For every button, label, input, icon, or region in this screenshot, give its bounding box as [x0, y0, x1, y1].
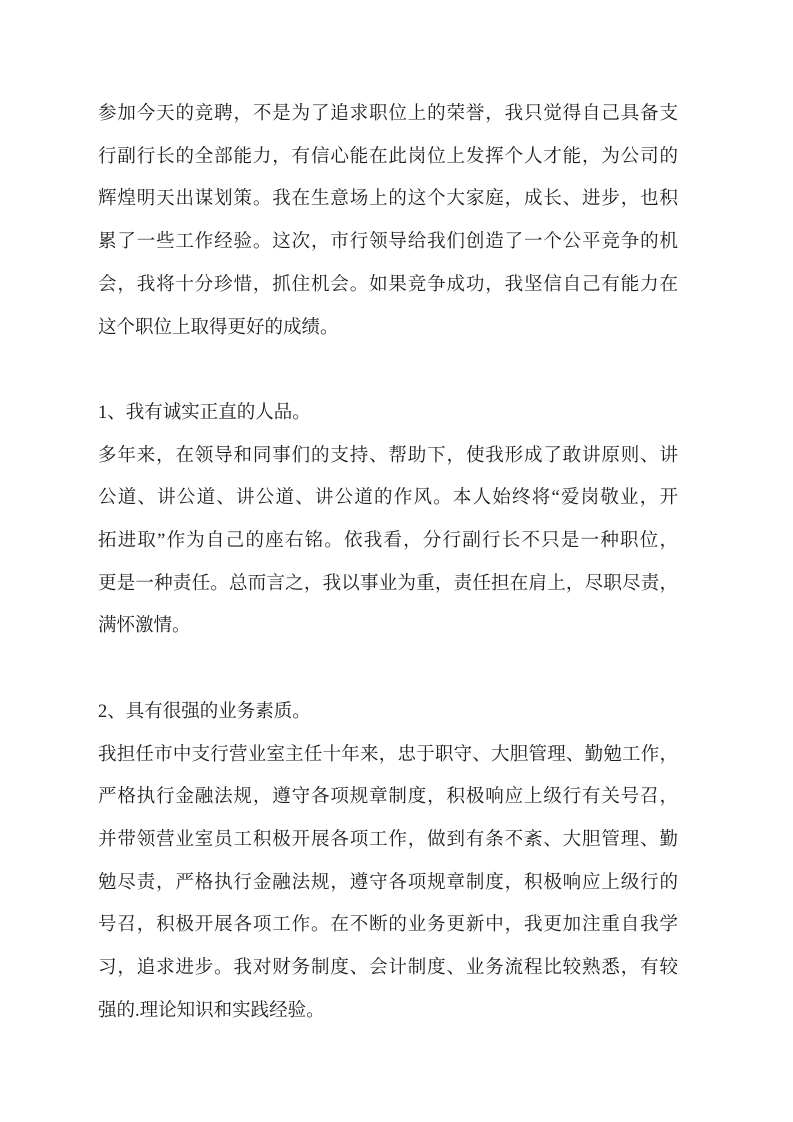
text-line: 多年来，在领导和同事们的支持、帮助下，使我形成了敢讲原则、讲: [98, 445, 678, 466]
heading-line: 1、我有诚实正直的人品。: [98, 402, 311, 423]
document-body: [98, 93, 678, 1032]
text-line: 并带领营业室员工积极开展各项工作，做到有条不紊、大胆管理、勤: [98, 829, 678, 850]
section-heading-1: [98, 392, 678, 435]
text-line: 行副行长的全部能力，有信心能在此岗位上发挥个人才能，为公司的: [98, 146, 678, 167]
section-1-paragraph: [98, 435, 678, 649]
text-line: 习，追求进步。我对财务制度、会计制度、业务流程比较熟悉，有较: [98, 958, 678, 979]
text-line: 公道、讲公道、讲公道、讲公道的作风。本人始终将“爱岗敬业，开: [98, 488, 678, 509]
text-line: 拓进取”作为自己的座右铭。依我看，分行副行长不只是一种职位，: [98, 531, 678, 552]
text-line: 参加今天的竞聘，不是为了追求职位上的荣誉，我只觉得自己具备支: [98, 104, 678, 124]
section-heading-2: [98, 691, 678, 734]
text-line: 我担任市中支行营业室主任十年来，忠于职守、大胆管理、勤勉工作，: [98, 744, 678, 765]
text-line: 强的.理论知识和实践经验。: [98, 1000, 325, 1021]
text-line: 号召，积极开展各项工作。在不断的业务更新中，我更加注重自我学: [98, 915, 678, 936]
text-line: 满怀激情。: [98, 616, 191, 637]
text-line: 这个职位上取得更好的成绩。: [98, 317, 339, 338]
text-line: 勉尽责，严格执行金融法规，遵守各项规章制度，积极响应上级行的: [98, 872, 678, 893]
text-line: 严格执行金融法规，遵守各项规章制度，积极响应上级行有关号召，: [98, 787, 678, 808]
intro-paragraph: [98, 93, 678, 349]
text-line: 会，我将十分珍惜，抓住机会。如果竞争成功，我坚信自己有能力在: [98, 274, 678, 295]
text-line: 累了一些工作经验。这次，市行领导给我们创造了一个公平竞争的机: [98, 232, 678, 253]
text-line: 更是一种责任。总而言之，我以事业为重，责任担在肩上，尽职尽责，: [98, 573, 678, 594]
section-2-paragraph: [98, 734, 678, 1033]
heading-line: 2、具有很强的业务素质。: [98, 701, 311, 722]
text-line: 辉煌明天出谋划策。我在生意场上的这个大家庭，成长、进步，也积: [98, 189, 678, 210]
